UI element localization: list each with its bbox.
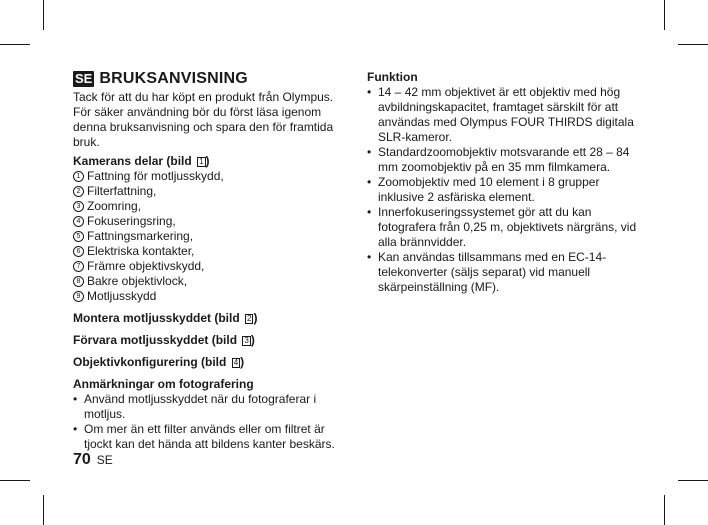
part-number-badge: 6 — [73, 246, 84, 257]
part-label: Zoomring, — [87, 199, 142, 213]
function-list — [367, 85, 639, 295]
figure-ref-box: 2 — [247, 314, 252, 323]
part-item — [73, 169, 335, 184]
page-number: 70 — [73, 451, 91, 468]
list-item: • Kan användas tillsammans med en EC-14-telekonverter (säljs separat) vid manuell skärpeinställning (MF). — [367, 250, 639, 295]
crop-mark — [0, 480, 30, 481]
left-column — [73, 70, 335, 452]
part-item — [73, 184, 335, 199]
part-number-badge: 4 — [73, 216, 84, 227]
part-number-badge: 3 — [73, 201, 84, 212]
part-number-badge: 7 — [73, 261, 84, 272]
parts-heading: Kamerans delar (bild 1 ) — [73, 154, 210, 168]
right-column — [367, 70, 639, 295]
page-title: BRUKSANVISNING — [99, 70, 248, 87]
part-number-badge: 5 — [73, 231, 84, 242]
part-item — [73, 244, 335, 259]
crop-mark — [43, 0, 44, 30]
part-label: Elektriska kontakter, — [87, 244, 195, 258]
part-label: Fattning för motljusskydd, — [87, 169, 224, 183]
notes-list — [73, 392, 335, 452]
crop-mark — [0, 44, 30, 45]
list-item: • Standardzoomobjektiv motsvarande ett 28 – 84 mm zoomobjektiv på en 35 mm filmkamera. — [367, 145, 639, 175]
figure-ref-box: 4 — [233, 358, 239, 367]
section-heading-lens-config: Objektivkonfigurering (bild 4 ) — [73, 355, 245, 369]
list-item: • Om mer än ett filter används eller om filtret är tjockt kan det hända att bildens kanter beskärs. — [73, 422, 335, 452]
section-heading-store-hood: Förvara motljusskyddet (bild 3 ) — [73, 333, 255, 347]
part-label: Fokuseringsring, — [87, 214, 176, 228]
page-footer — [73, 451, 113, 469]
part-label: Bakre objektivlock, — [87, 274, 188, 288]
part-label: Motljusskydd — [87, 289, 157, 303]
crop-mark — [43, 495, 44, 525]
part-number-badge: 1 — [73, 171, 84, 182]
list-item: • Använd motljusskyddet när du fotograferar i motljus. — [73, 392, 335, 422]
part-item — [73, 199, 335, 214]
title-row — [73, 70, 335, 88]
part-label: Filterfattning, — [87, 184, 157, 198]
figure-ref-box: 3 — [244, 336, 249, 345]
crop-mark — [664, 495, 665, 525]
function-heading: Funktion — [367, 70, 418, 84]
parts-list — [73, 169, 335, 304]
part-item — [73, 274, 335, 289]
part-item — [73, 229, 335, 244]
part-item — [73, 289, 335, 304]
intro-text: Tack för att du har köpt en produkt från Olympus. För säker användning bör du först läsa igenom denna bruksanvisning och spara den för framtida bruk. — [73, 90, 334, 149]
figure-ref-box: 1 — [199, 157, 204, 166]
list-item: • Innerfokuseringssystemet gör att du kan fotografera från 0,25 m, objektivets närgräns, vid alla brännvidder. — [367, 205, 639, 250]
section-heading-mount-hood: Montera motljusskyddet (bild 2 ) — [73, 311, 258, 325]
part-number-badge: 8 — [73, 276, 84, 287]
part-number-badge: 2 — [73, 186, 84, 197]
crop-mark — [664, 0, 665, 30]
crop-mark — [678, 480, 708, 481]
notes-heading: Anmärkningar om fotografering — [73, 377, 254, 391]
list-item: • 14 – 42 mm objektivet är ett objektiv med hög avbildningskapacitet, framtaget särskilt för att användas med Olympus FOUR THIRDS digitala SLR-kameror. — [367, 85, 639, 145]
part-number-badge: 9 — [73, 291, 84, 302]
part-item — [73, 214, 335, 229]
part-item — [73, 259, 335, 274]
list-item: • Zoomobjektiv med 10 element i 8 grupper inklusive 2 asfäriska element. — [367, 175, 639, 205]
footer-language: SE — [96, 453, 113, 467]
crop-mark — [678, 44, 708, 45]
part-label: Fattningsmarkering, — [87, 229, 194, 243]
language-badge: SE — [75, 71, 93, 86]
part-label: Främre objektivskydd, — [87, 259, 205, 273]
